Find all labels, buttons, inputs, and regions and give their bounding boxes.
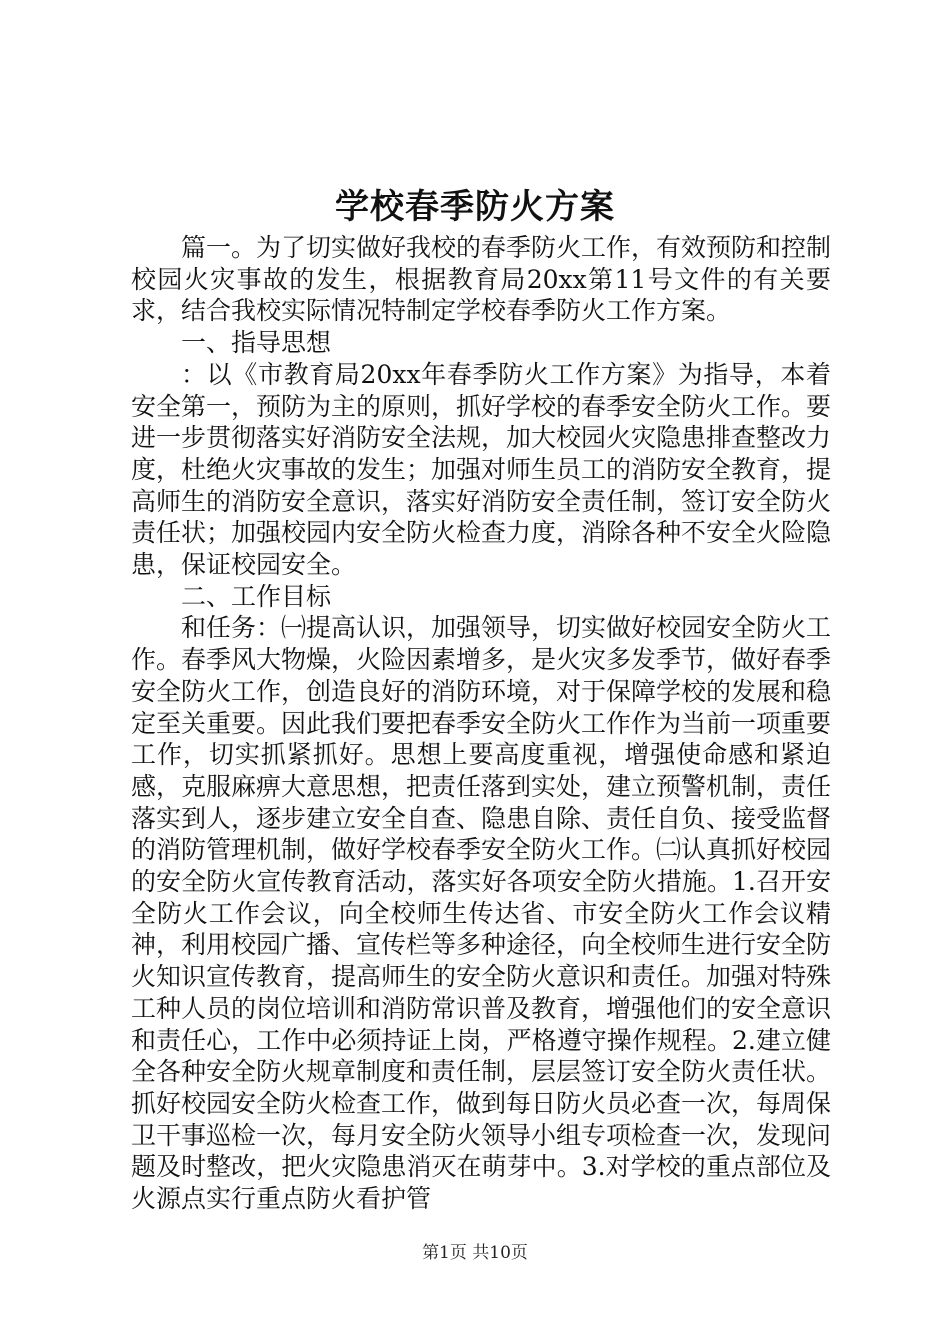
page-number-footer: 第1页 共10页: [422, 1243, 528, 1263]
work-goals-paragraph: 和任务：㈠提高认识，加强领导，切实做好校园安全防火工作。春季风大物燥，火险因素增多，是火灾多发季节，做好春季安全防火工作，创造良好的消防环境，对于保障学校的发展和稳定至关重要。因此我们要把春季安全防火工作作为当前一项重要工作，切实抓紧抓好。思想上要高度重视，增强使命感和紧迫感，克服麻痹大意思想，把责任落到实处，建立预警机制，责任落实到人，逐步建立安全自查、隐患自除、责任自负、接受监督的消防管理机制，做好学校春季安全防火工作。㈡认真抓好校园的安全防火宣传教育活动，落实好各项安全防火措施。1.召开安全防火工作会议，向全校师生传达省、市安全防火工作会议精神，利用校园广播、宣传栏等多种途径，向全校师生进行安全防火知识宣传教育，提高师生的安全防火意识和责任。加强对特殊工种人员的岗位培训和消防常识普及教育，增强他们的安全意识和责任心，工作中必须持证上岗，严格遵守操作规程。2.建立健全各种安全防火规章制度和责任制，层层签订安全防火责任状。抓好校园安全防火检查工作，做到每日防火员必查一次，每周保卫干事巡检一次，每月安全防火领导小组专项检查一次，发现问题及时整改，把火灾隐患消灭在萌芽中。3.对学校的重点部位及火源点实行重点防火看护管: [131, 613, 832, 1214]
section-heading-work-goals: 二、工作目标: [181, 581, 332, 611]
intro-paragraph: 篇一。为了切实做好我校的春季防火工作，有效预防和控制校园火灾事故的发生，根据教育局20xx第11号文件的有关要求，结合我校实际情况特制定学校春季防火工作方案。: [131, 233, 832, 326]
guiding-ideology-paragraph: ：以《市教育局20xx年春季防火工作方案》为指导，本着安全第一，预防为主的原则，抓好学校的春季安全防火工作。要进一步贯彻落实好消防安全法规，加大校园火灾隐患排查整改力度，杜绝火灾事故的发生；加强对师生员工的消防安全教育，提高师生的消防安全意识，落实好消防安全责任制，签订安全防火责任状；加强校园内安全防火检查力度，消除各种不安全火险隐患，保证校园安全。: [131, 359, 832, 580]
document-title: 学校春季防火方案: [335, 187, 615, 227]
document-body: [131, 232, 831, 1215]
section-heading-guiding-ideology: 一、指导思想: [181, 328, 332, 358]
